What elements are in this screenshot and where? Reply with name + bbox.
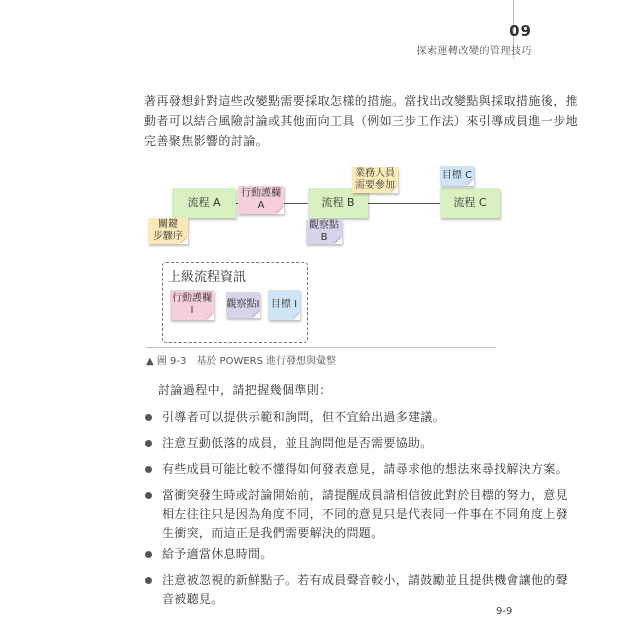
action-a-note (238, 186, 284, 214)
bullet-dot-6 (145, 577, 152, 584)
process-b-label: 流程 B (321, 196, 355, 210)
key-steps-note (148, 218, 188, 244)
observation-i-label: 觀察點I (226, 299, 260, 310)
bullet-dot-1 (145, 414, 152, 421)
action-i-line-1: 行動護欄 (172, 293, 212, 304)
bullet-3-line-1: 有些成員可能比較不懂得如何發表意見，請尋求他的想法來尋找解決方案。 (162, 462, 568, 476)
connector-b-c (368, 203, 440, 204)
intro-paragraph-line-1: 著再發想針對這些改變點需要採取怎樣的措施。當找出改變點與採取措施後，推 (144, 94, 579, 108)
bullet-dot-4 (145, 492, 152, 499)
intro-paragraph-line-3: 完善聚焦影響的討論。 (144, 134, 269, 148)
page-number: 9-9 (496, 606, 513, 617)
goal-c-label: 目標 C (441, 170, 473, 181)
observation-b-note (306, 220, 342, 244)
bullet-6-line-1: 注意被忽視的新鮮點子。若有成員聲音較小，請鼓勵並且提供機會讓他的聲 (162, 573, 568, 587)
goal-i-label: 目標 I (270, 299, 298, 310)
bullet-6-line-2: 音被聽見。 (162, 592, 224, 606)
goal-c-note (440, 166, 474, 186)
action-a-line-1: 行動護欄 (241, 188, 281, 199)
process-a-label: 流程 A (187, 196, 221, 210)
bullet-dot-2 (145, 440, 152, 447)
figure-caption: ▲ 圖 9-3 基於 POWERS 進行發想與彙整 (146, 356, 337, 367)
chapter-number: 09 (509, 22, 532, 40)
process-c-label: 流程 C (453, 196, 487, 210)
business-staff-line-1: 業務人員 (355, 168, 395, 179)
process-c-note (440, 188, 500, 218)
bullet-1-line-1: 引導者可以提供示範和詢問，但不宜給出過多建議。 (162, 410, 445, 424)
observation-i-note (226, 292, 260, 318)
bullet-5-line-1: 給予適當休息時間。 (162, 547, 273, 561)
key-steps-line-2: 步驟序 (153, 231, 183, 242)
bullet-4-line-1: 當衝突發生時或討論開始前，請提醒成員請相信彼此對於目標的努力，意見 (162, 488, 568, 502)
action-a-line-2: A (257, 200, 265, 211)
intro-paragraph-line-2: 動者可以結合風險討論或其他面向工具（例如三步工作法）來引導成員進一步地 (144, 114, 579, 128)
bullet-4-line-2: 相左往往只是因為角度不同，不同的意見只是代表同一件事在不同角度上發 (162, 507, 568, 521)
caption-divider (146, 347, 496, 348)
bullet-4-line-3: 生衝突，而這正是我們需要解決的問題。 (162, 526, 384, 540)
business-staff-note (352, 167, 398, 193)
guidelines-lead: 討論過程中，請把握幾個準則： (158, 383, 332, 397)
observation-b-line-2: B (320, 232, 328, 243)
observation-b-line-1: 觀察點 (309, 220, 339, 231)
bullet-dot-5 (145, 551, 152, 558)
process-a-note (172, 188, 236, 218)
bullet-dot-3 (145, 466, 152, 473)
upper-process-info-title: 上級流程資訊 (168, 270, 247, 285)
goal-i-note (268, 290, 300, 320)
key-steps-line-1: 關鍵 (158, 219, 178, 230)
business-staff-line-2: 需要參加 (355, 180, 395, 191)
bullet-2-line-1: 注意互動低落的成員，並且詢問他是否需要協助。 (162, 436, 433, 450)
action-i-line-2: I (190, 305, 194, 316)
chapter-title: 探索運轉改變的管理技巧 (416, 46, 532, 57)
action-i-note (170, 290, 214, 320)
